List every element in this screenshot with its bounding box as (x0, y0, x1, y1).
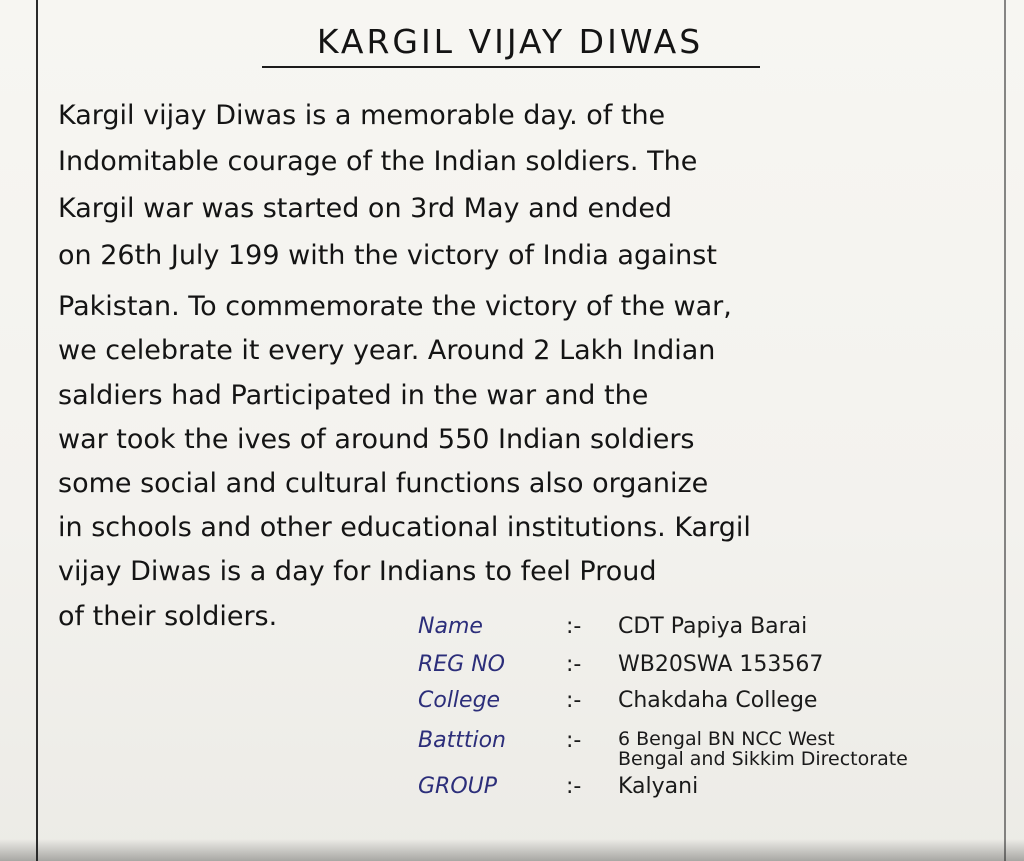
detail-label: GROUP (418, 774, 498, 799)
detail-label: REG NO (418, 652, 506, 677)
detail-label: Batttion (418, 728, 506, 753)
paragraph-line: some social and cultural functions also organize (58, 468, 709, 499)
detail-row-college (418, 688, 1018, 720)
paragraph-line: Kargil vijay Diwas is a memorable day. of the (58, 100, 666, 131)
detail-separator: :- (566, 688, 582, 713)
detail-row-reg-no (418, 652, 1018, 684)
paragraph-line: in schools and other educational institutions. Kargil (58, 512, 751, 543)
paragraph-line: Pakistan. To commemorate the victory of the war, (58, 291, 732, 322)
detail-separator: :- (566, 614, 582, 639)
page-title: KARGIL VIJAY DIWAS (316, 22, 704, 61)
page-bottom-shadow (0, 839, 1024, 861)
detail-value: CDT Papiya Barai (618, 614, 808, 639)
detail-separator: :- (566, 652, 582, 677)
paragraph-line: on 26th July 199 with the victory of India against (58, 240, 717, 271)
detail-row-group (418, 774, 1018, 806)
detail-value: Kalyani (618, 774, 699, 799)
paragraph-line: we celebrate it every year. Around 2 Lakh Indian (58, 335, 716, 366)
detail-value-line-2: Bengal and Sikkim Directorate (618, 748, 908, 770)
detail-value: 6 Bengal BN NCC West (618, 728, 835, 750)
detail-row-name (418, 614, 1018, 646)
detail-label: Name (418, 614, 483, 639)
detail-value: WB20SWA 153567 (618, 652, 824, 677)
title-underline (262, 66, 760, 68)
paragraph-line: saldiers had Participated in the war and the (58, 380, 649, 411)
detail-separator: :- (566, 774, 582, 799)
margin-line (36, 0, 38, 861)
paragraph-line: Indomitable courage of the Indian soldiers. The (58, 146, 698, 177)
detail-row-battalion (418, 728, 1018, 774)
paragraph-line: of their soldiers. (58, 601, 278, 632)
detail-label: College (418, 688, 501, 713)
paragraph-line: war took the ives of around 550 Indian soldiers (58, 424, 695, 455)
detail-value: Chakdaha College (618, 688, 818, 713)
paragraph-line: vijay Diwas is a day for Indians to feel Proud (58, 556, 657, 587)
paragraph-line: Kargil war was started on 3rd May and ended (58, 193, 673, 224)
detail-separator: :- (566, 728, 582, 753)
